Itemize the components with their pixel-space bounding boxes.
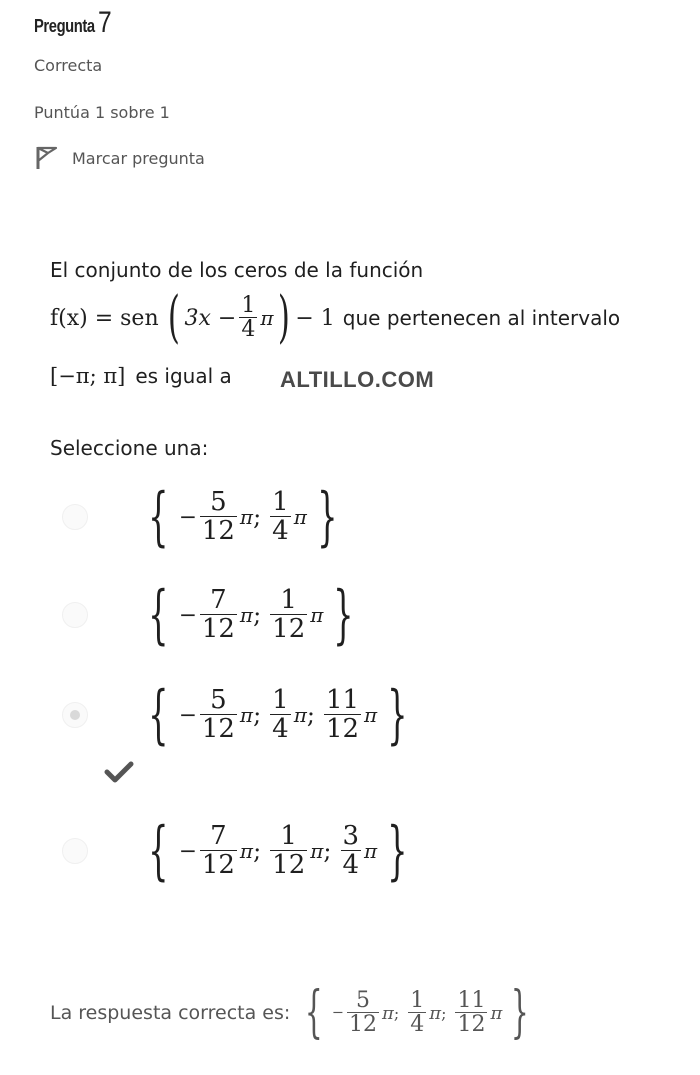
- option-2-term-1-denominator: 12: [272, 613, 306, 644]
- statement-line-1: El conjunto de los ceros de la función: [50, 258, 424, 282]
- question-number: 7: [97, 6, 112, 39]
- option-1-term-0-separator: ;: [253, 503, 262, 531]
- option-2-term-0-sign: −: [178, 602, 197, 628]
- option-4-term-2-pi: π: [364, 839, 378, 863]
- option-4-term-2-fraction: [341, 820, 362, 880]
- option-1-term-0-denominator: 12: [201, 515, 235, 546]
- statement-line-2-tail: que pertenecen al intervalo: [342, 306, 621, 330]
- correct-answer-term-0-fraction: [347, 989, 379, 1037]
- option-4-term-2-denominator: 4: [342, 849, 360, 880]
- option-2-radio[interactable]: [62, 602, 88, 628]
- option-4-term-1-separator: ;: [323, 837, 332, 865]
- correct-answer-term-1-denominator: 4: [410, 1011, 425, 1037]
- option-2-term-0-separator: ;: [253, 601, 262, 629]
- option-4-term-0-sign: −: [178, 838, 197, 864]
- option-2-math: [138, 578, 364, 652]
- option-1-term-1-denominator: 4: [272, 515, 289, 546]
- option-3-term-0-numerator: 5: [210, 684, 227, 715]
- option-3-term-2-denominator: 12: [325, 713, 360, 744]
- option-4-close-brace: }: [387, 814, 408, 888]
- interval: [−π; π]: [50, 364, 126, 388]
- correct-answer-close-brace: }: [511, 980, 530, 1045]
- flag-label: Marcar pregunta: [72, 148, 205, 168]
- option-1-term-1-numerator: 1: [272, 486, 289, 517]
- option-4-term-0-separator: ;: [253, 837, 262, 865]
- select-prompt: Seleccione una:: [50, 436, 209, 460]
- option-4-term-1-fraction: [270, 820, 307, 880]
- option-3-open-brace: {: [148, 678, 169, 752]
- option-3-term-1-denominator: 4: [272, 713, 289, 744]
- statement-line-3-tail: es igual a: [135, 364, 232, 388]
- left-paren: (: [167, 285, 180, 350]
- option-4-term-2-numerator: 3: [342, 820, 360, 851]
- option-3-term-0-sign: −: [178, 702, 197, 728]
- inner-fraction: [239, 294, 257, 342]
- inner-fraction-numerator: 1: [241, 292, 256, 318]
- inner-fraction-denominator: 4: [241, 316, 256, 342]
- option-1-term-0-numerator: 5: [210, 486, 227, 517]
- correct-answer-term-2-numerator: 11: [457, 987, 486, 1013]
- option-1-term-0-pi: π: [239, 505, 254, 529]
- correct-answer-open-brace: {: [305, 980, 324, 1045]
- question-state: Correcta: [34, 56, 103, 75]
- option-3-term-0-fraction: [200, 684, 237, 744]
- option-3-term-0-separator: ;: [253, 701, 262, 729]
- option-2-term-0-numerator: 7: [210, 584, 227, 615]
- option-1-math: [138, 480, 348, 554]
- option-3-term-2-fraction: [324, 684, 361, 744]
- option-4-term-1-pi: π: [310, 839, 324, 863]
- question-label: Pregunta: [34, 16, 95, 36]
- inner-expression: 3x −: [184, 305, 237, 331]
- option-2-term-1-fraction: [270, 584, 307, 644]
- option-3-math: [138, 678, 418, 752]
- minus-one: − 1: [295, 305, 335, 331]
- correct-answer-term-1-separator: ;: [441, 1003, 447, 1023]
- correct-answer-term-2-pi: π: [490, 1002, 503, 1024]
- option-2-term-1-numerator: 1: [280, 584, 297, 615]
- option-1-close-brace: }: [317, 480, 338, 554]
- option-3-term-0-pi: π: [239, 703, 254, 727]
- option-2-term-1-pi: π: [310, 603, 324, 627]
- correct-answer-term-0-denominator: 12: [348, 1011, 377, 1037]
- option-3-radio[interactable]: [62, 702, 88, 728]
- option-2-term-0-denominator: 12: [201, 613, 235, 644]
- answer-option-4[interactable]: [60, 816, 460, 886]
- correct-answer-term-0-numerator: 5: [355, 987, 370, 1013]
- option-4-term-0-numerator: 7: [210, 820, 227, 851]
- option-4-term-0-fraction: [200, 820, 237, 880]
- flag-question-button[interactable]: [34, 145, 205, 171]
- option-3-term-0-denominator: 12: [201, 713, 235, 744]
- option-4-open-brace: {: [148, 814, 169, 888]
- statement-line-3: [50, 364, 232, 388]
- correct-answer-term-2-denominator: 12: [457, 1011, 486, 1037]
- answer-option-3[interactable]: [60, 680, 460, 750]
- option-3-term-1-separator: ;: [306, 701, 315, 729]
- option-2-open-brace: {: [148, 578, 169, 652]
- question-title: [34, 6, 111, 40]
- correct-answer-term-1-pi: π: [429, 1002, 442, 1024]
- question-grade: Puntúa 1 sobre 1: [34, 103, 170, 122]
- correct-answer-term-0-pi: π: [381, 1002, 394, 1024]
- option-1-term-0-fraction: [200, 486, 237, 546]
- answer-option-2[interactable]: [60, 580, 460, 650]
- option-2-term-0-pi: π: [239, 603, 254, 627]
- option-1-radio[interactable]: [62, 504, 88, 530]
- option-4-term-1-numerator: 1: [280, 820, 297, 851]
- correct-answer-term-0-separator: ;: [393, 1003, 400, 1023]
- option-3-close-brace: }: [387, 678, 408, 752]
- option-4-term-0-denominator: 12: [201, 849, 235, 880]
- option-3-term-2-numerator: 11: [325, 684, 360, 715]
- option-4-radio[interactable]: [62, 838, 88, 864]
- function-lhs: f(x) = sen: [50, 305, 159, 331]
- option-2-term-0-fraction: [200, 584, 237, 644]
- right-paren: ): [278, 285, 291, 350]
- option-1-term-1-fraction: [270, 486, 291, 546]
- option-2-close-brace: }: [333, 578, 354, 652]
- statement-line-2: [50, 285, 621, 350]
- correct-answer-term-2-fraction: [455, 989, 487, 1037]
- inner-pi: π: [260, 306, 274, 330]
- correct-answer: [50, 980, 538, 1045]
- option-1-term-1-pi: π: [293, 505, 307, 529]
- correct-answer-term-0-sign: −: [331, 1005, 344, 1021]
- option-4-term-1-denominator: 12: [272, 849, 306, 880]
- option-4-math: [138, 814, 418, 888]
- option-4-term-0-pi: π: [239, 839, 254, 863]
- option-3-term-1-pi: π: [293, 703, 307, 727]
- flag-icon: [34, 145, 60, 171]
- watermark-text: ALTILLO.COM: [280, 367, 435, 392]
- option-1-term-0-sign: −: [178, 504, 197, 530]
- correct-answer-set: [296, 980, 538, 1045]
- correct-answer-term-1-numerator: 1: [410, 987, 425, 1013]
- option-3-term-1-numerator: 1: [272, 684, 289, 715]
- option-3-term-1-fraction: [270, 684, 291, 744]
- answer-option-1[interactable]: [60, 482, 460, 552]
- correct-answer-label: La respuesta correcta es:: [50, 1002, 291, 1024]
- option-1-open-brace: {: [148, 480, 169, 554]
- checkmark-icon: [104, 760, 134, 784]
- correct-answer-term-1-fraction: [408, 989, 426, 1037]
- option-3-term-2-pi: π: [364, 703, 378, 727]
